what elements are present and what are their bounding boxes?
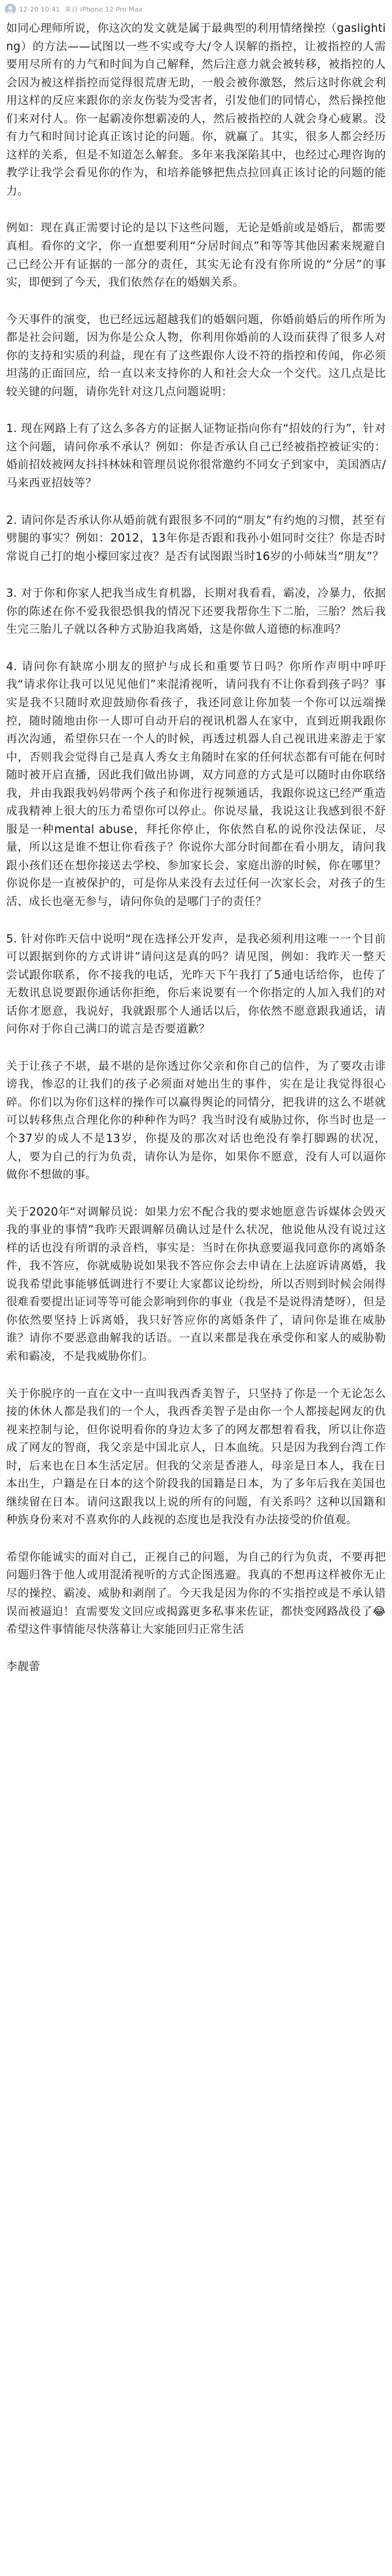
post-header xyxy=(0,0,392,15)
post-source: 来自 iPhone 12 Pro Max xyxy=(64,6,142,13)
user-avatar-icon xyxy=(5,4,16,15)
paragraph-nationality: 关于你脱序的一直在文中一直叫我西香美智子，只坚持了你是一个无论怎么接的休休人都是我们的一个人，我西香美智子是由你一个人都接起网友的仇视来控制与论，但你说明看你的身边太多了的网友都想着看我，所以让你造成了网友的智商，我父亲是中国北京人，日本血统。只是因为我到台湾工作时，后来也在日本生活定居。但我的父亲是香港人，母亲是日本人，我在日本出生，户籍是在日本的这个阶段我的国籍是日本，为了多年后我在美国也继续留在日本。请问这跟我以上说的所有的问题，有关系吗？这种以国籍和种族身份来对不喜欢你的人歧视的态度也是我没有办法接受的价值观。 xyxy=(6,1387,386,1527)
paragraph-question-3: 3. 对于你和你家人把我当成生育机器，长期对我看看，霸凌，冷暴力，依据你的陈述在你不爱我很恐惧我的情况下还要我帮你生下二胎，三胎？然后我生完三胎儿子就以各种方式胁迫我离婚，这是你做人道德的标准吗？ xyxy=(6,587,386,637)
avatar[interactable] xyxy=(5,4,16,15)
paragraph-mediator: 关于2020年“对调解员说：如果力宏不配合我的要求她愿意告诉媒体会毁灭我的事业的事情”我昨天跟调解员确认过是什么状况，他说他从没有说过这样的话也没有所谓的录音档，事实是：当时在你执意要逼我同意你的离婚条件，我不答应，你就威胁说如果我不答应你会去申请在上法庭诉请离婚，我说我希望此事能够低调进行不要让大家都议论纷纷，所以否则到时候会闹得很难看要提出证词等等可能会影响到你的事业（我是不是说得清楚呀），但是你依然要坚持上诉离婚，我只好答应你的离婚条件了，请问你是谁在威胁谁？请你不要恶意曲解我的话语。一直以来都是我在承受你和家人的威胁勒索和霸凌，不是我威胁你们。 xyxy=(6,1205,386,1363)
post-meta xyxy=(19,4,145,14)
paragraph-public-issue: 今天事件的演变，也已经远远超越我们的婚姻问题，你婚前婚后的所作所为都是社会问题，因为你是公众人物，你利用你婚前的人设而获得了很多人对你的支持和实质的利益，现在有了这些跟你人设不符的指控和传闻，你必须坦荡的正面回应，给一直以来支持你的人和社会大众一个交代。这几点是比较关键的问题，请你先针对这几点问题说明： xyxy=(6,313,386,398)
post-body xyxy=(0,15,392,1676)
paragraph-intro: 如同心理师所说，你这次的发文就是属于最典型的利用情绪操控（gaslighting）的方法——试图以一些不实或夸大/令人误解的指控，让被指控的人需要用尽所有的力气和时间为自己解释，然后注意力就会被转移，被指控的人会因为被这样指控而觉得很荒唐无助，一般会被你激怒，然后这时你就会利用这样的反应来跟你的亲友伤装为受害者，引发他们的同情心，然后操控他们来对付人。你一起霸凌你想霸凌的人，然后被指控的人就会身心疲累。没有力气和时间讨论真正该讨论的问题。你，就赢了。其实，很多人都会经历这样的关系，但是不知道怎么解套。多年来我深陷其中，也经过心理咨询的教学让我学会看见你的作为，和培养能够把焦点拉回真正该讨论的问题的能力。 xyxy=(6,22,386,198)
paragraph-question-2: 2. 请问你是否承认你从婚前就有跟很多不同的“朋友”有约炮的习惯，甚至有劈腿的事实？例如：2012，13年你是否跟和我孙小姐同时交往？你是否时常说自己打的炮小檬回家过夜？是否有试图跟当时16岁的小师妹当“朋友”？ xyxy=(6,513,386,563)
paragraph-question-1: 1. 现在网路上有了这么多各方的证据人证物证指向你有“招妓的行为”，针对这个问题，请问你承不承认？例如：你是否承认自己已经被指控被证实的：婚前招妓被网友抖抖林妹和管理员说你很常邀约不同女子到家中，美国酒店/马来西亚招妓等？ xyxy=(6,422,386,490)
paragraph-closing: 希望你能诚实的面对自己，正视自己的问题，为自己的行为负责，不要再把问题归咎于他人或用混淆视听的方式企图逃避。我真的不想再这样被你无止尽的操控、霸凌、威胁和剥削了。今天我是因为你的不实指控或是不承认错误而被逼迫！直需要发文回应或揭露更多私事来佐证，都快变网路战役了😂 希望这件事情能尽快落幕让大家能回归正常生活 xyxy=(6,1550,390,1637)
post-timestamp: 12-20 10:41 xyxy=(19,6,61,13)
paragraph-question-5: 5. 针对你昨天信中说明“现在选择公开发声，是我必须利用这唯一一个目前可以跟据到你的方式讲讲”请问这是真的吗？请见图，例如：我昨天一整天尝试跟你联系，你不接我的电话，光昨天下午我打了5通电话给你，也传了无数讯息说要跟你通话你拒绝，你后来说要有一个你指定的人加入我们的对话你才愿意，我说好，我就跟那个人通话以后，你依然不愿意跟我通话，请问你对于你自己满口的谎言是否要道歉？ xyxy=(6,932,386,1036)
paragraph-example: 例如：现在真正需要讨论的是以下这些问题，无论是婚前或是婚后，都需要真相。看你的文字，你一直想要利用“分居时间点”和等等其他因素来规避自己已经公开有证据的一部分的责任，其实无论有没有你所说的“分居”的事实，即便到了今天，我们依然存在的婚姻关系。 xyxy=(6,222,386,289)
signature: 李靓蕾 xyxy=(6,1660,40,1673)
paragraph-children: 关于让孩子不堪，最不堪的是你透过你父亲和你自己的信件，为了要攻击诽谤我，惨忍的让我们的孩子必须面对她出生的事件，实在是让我觉得很心碎。你们以为你们这样的操作可以赢得舆论的同情分，把我讲的这么不堪就可以转移焦点合理化你的种种作为吗？我当时没有威胁过你，你当时也是一个37岁的成人不是13岁，你提及的那次对话也绝没有拳打脚踢的状况，人，要为自己的行为负责，请你认为是你，如果你不愿意，没有人可以逼你做你不想做的事。 xyxy=(6,1059,386,1182)
paragraph-question-4: 4. 请问你有缺席小朋友的照护与成长和重要节日吗？你所作声明中呼吁我“请求你让我可以见见他们”来混淆视听，请问我有不让你看到孩子吗？事实是我不只随时欢迎鼓励你看孩子，我还同意让你加装一个你可以远端操控，随时随地由你一人即可自动开启的视讯机器人在家中，直到近期我跟你再次沟通，希望你只在一个人的时候，再透过机器人自己视讯进来游走于家中，否则我会觉得自己是真人秀女主角随时在家的任何状态都有可能在何时随时被开启直播，因此我们做出协调，双方同意的方式是可以随时由你联络我，并由我跟我妈妈带两个孩子和你进行视频通话，我跟你说这已经严重造成我精神上很大的压力希望你可以停止。你说尽量，我说这让我感到很不舒服是一种mental abuse，拜托你停止，你依然自私的说你没法保证，尽量，所以这是谁不想让你看孩子？你说你大部分时间都在看小朋友，请问我跟小孩们还在想你接送去学校、参加家长会、家庭出游的时候，你在哪里？你说你是一直被保护的，可是你从来没有去过任何一次家长会，对孩子的生活、成长也毫无参与，请问你负的是哪门子的责任？ xyxy=(6,660,386,908)
